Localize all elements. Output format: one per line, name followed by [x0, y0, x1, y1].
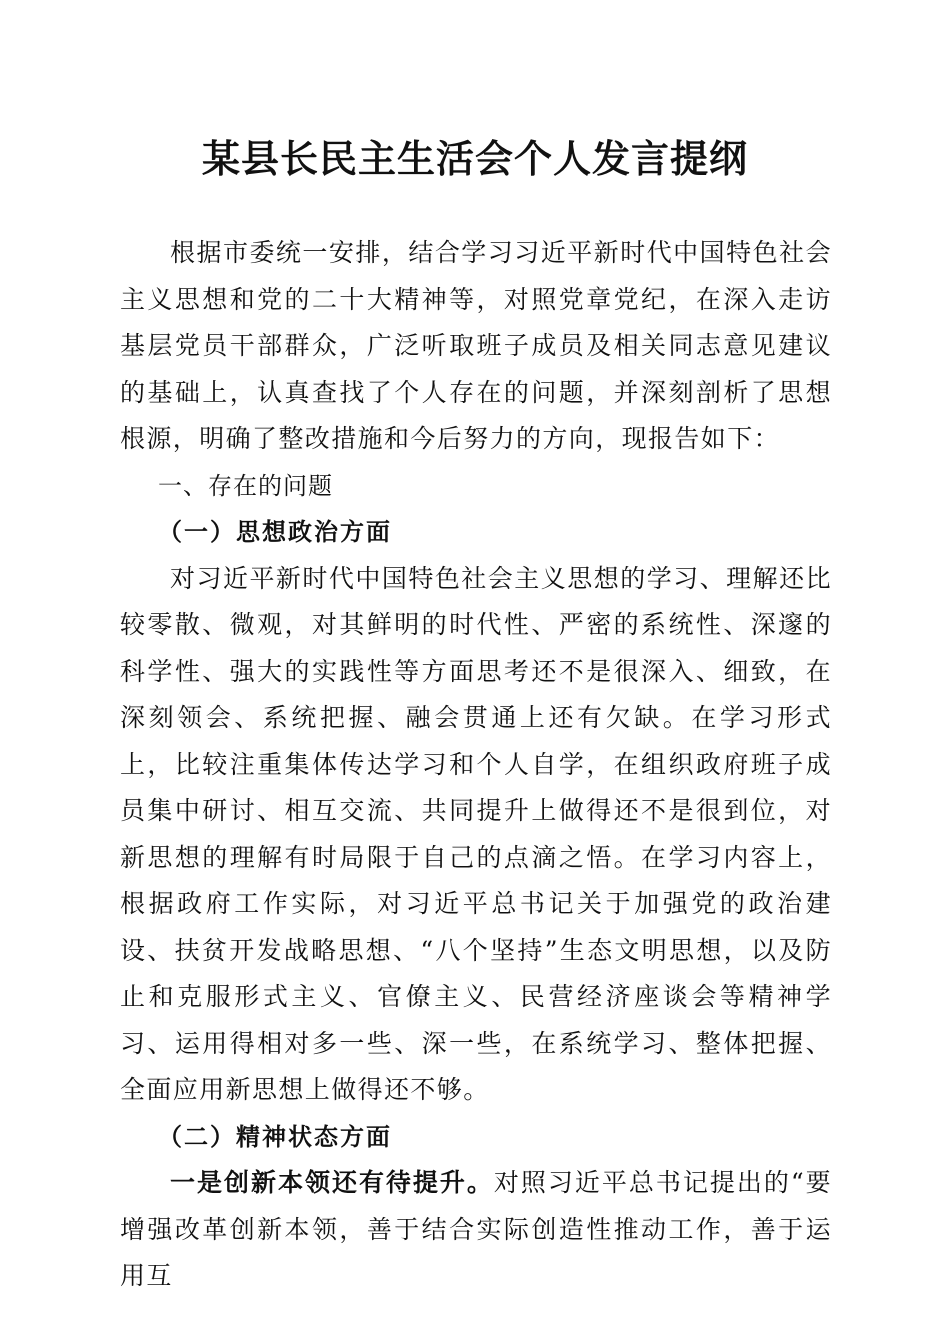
spirit-paragraph [120, 1160, 832, 1300]
ideology-paragraph: 对习近平新时代中国特色社会主义思想的学习、理解还比较零散、微观，对其鲜明的时代性、严密的系统性、深邃的科学性、强大的实践性等方面思考还不是很深入、细致，在深刻领会、系统把握、融会贯通上还有欠缺。在学习形式上，比较注重集体传达学习和个人自学，在组织政府班子成员集中研讨、相互交流、共同提升上做得还不是很到位，对新思想的理解有时局限于自己的点滴之悟。在学习内容上，根据政府工作实际，对习近平总书记关于加强党的政治建设、扶贫开发战略思想、“八个坚持”生态文明思想，以及防止和克服形式主义、官僚主义、民营经济座谈会等精神学习、运用得相对多一些、深一些，在系统学习、整体把握、全面应用新思想上做得还不够。 [120, 563, 832, 1104]
subsection-heading-ideology: （一）思想政治方面 [158, 517, 392, 546]
section-heading-problems: 一、存在的问题 [158, 471, 333, 500]
spirit-body-text: 对照习近平总书记提出的“要增强改革创新本领，善于结合实际创造性推动工作，善于运用互 [120, 1168, 832, 1290]
spirit-lead-text: 一是创新本领还有待提升。 [170, 1168, 494, 1197]
intro-paragraph: 根据市委统一安排，结合学习习近平新时代中国特色社会主义思想和党的二十大精神等，对照党章党纪，在深入走访基层党员干部群众，广泛听取班子成员及相关同志意见建议的基础上，认真查找了个人存在的问题，并深刻剖析了思想根源，明确了整改措施和今后努力的方向，现报告如下： [120, 238, 832, 453]
document-body [120, 230, 832, 1300]
subsection-heading-spirit: （二）精神状态方面 [158, 1121, 392, 1151]
document-title: 某县长民主生活会个人发言提纲 [201, 136, 748, 181]
